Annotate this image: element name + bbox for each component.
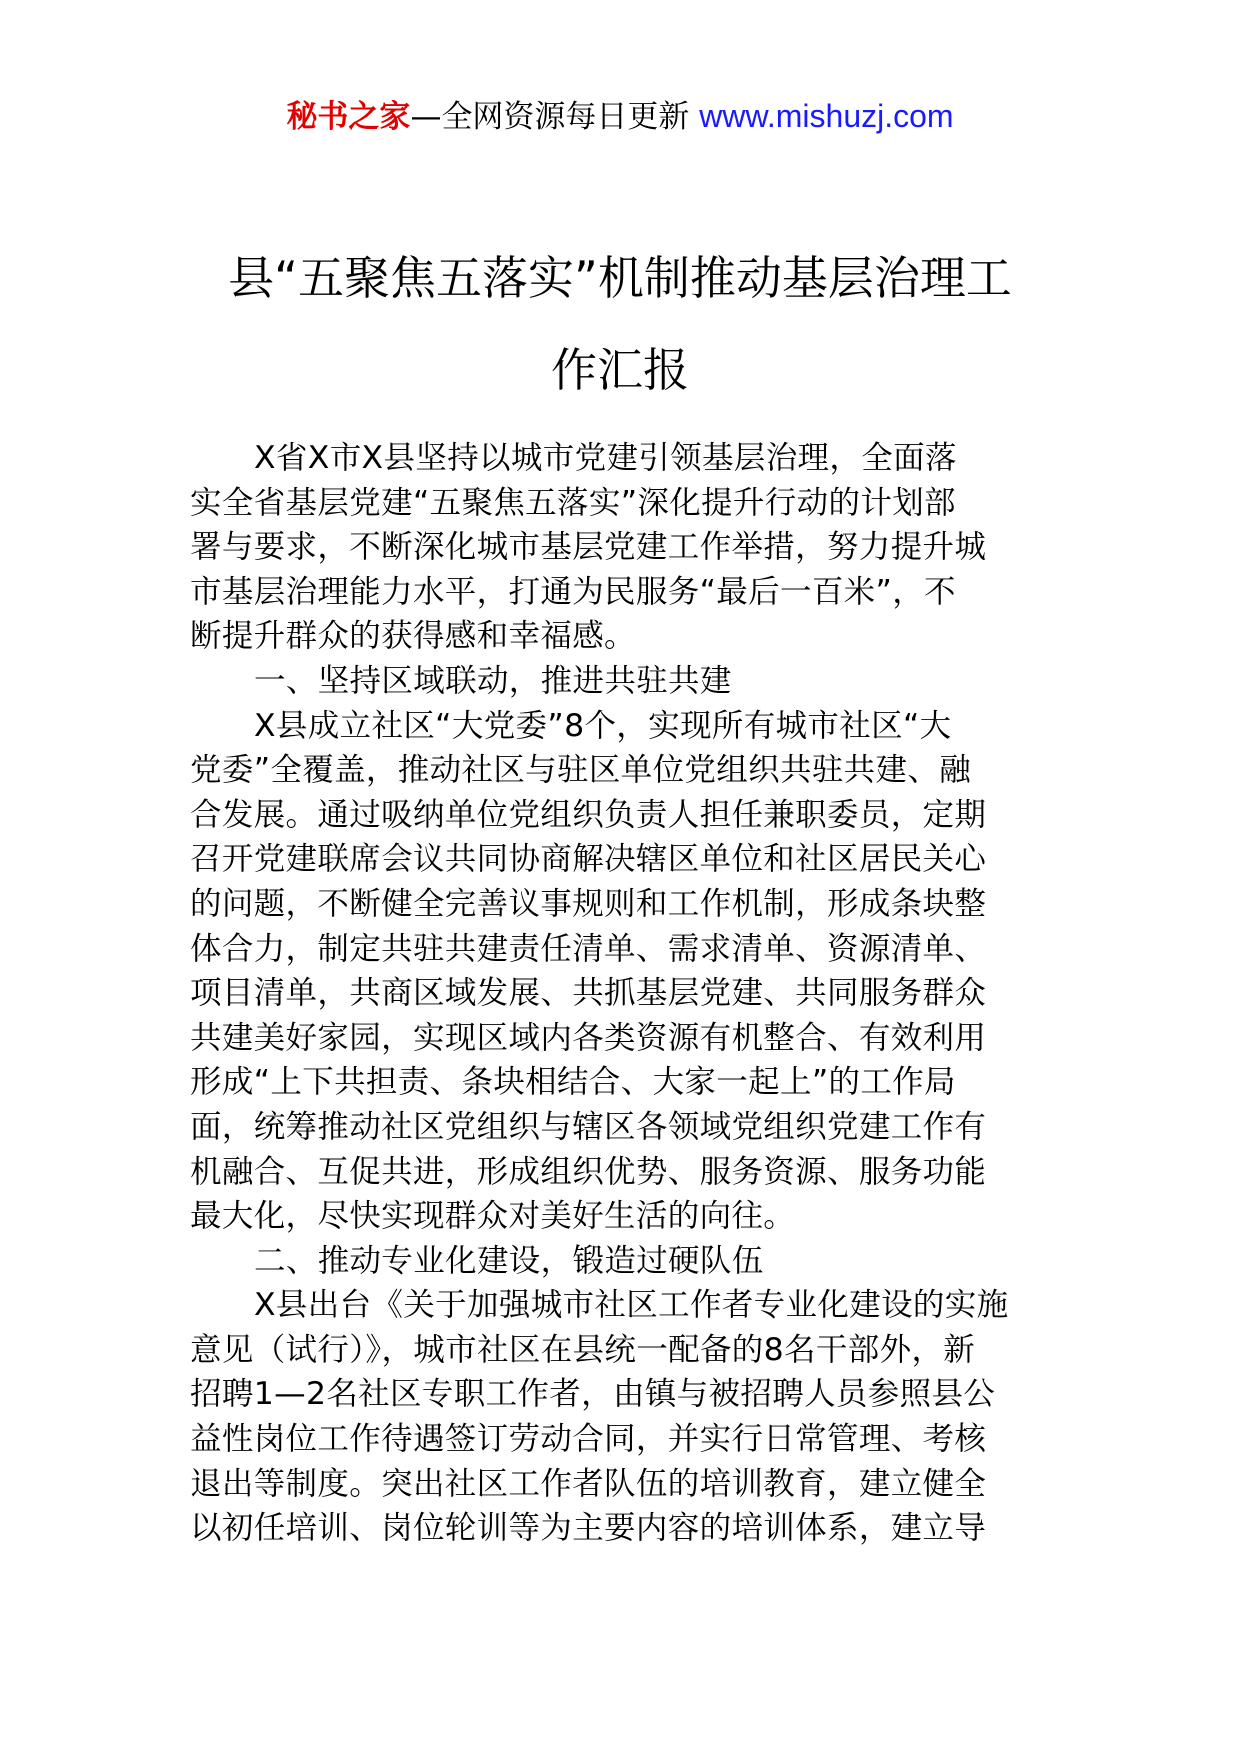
paragraph-section2-line: 以初任培训、岗位轮训等为主要内容的培训体系，建立导 <box>190 1510 987 1547</box>
paragraph-section2-line: 退出等制度。突出社区工作者队伍的培训教育，建立健全 <box>190 1465 987 1502</box>
paragraph-section2-line: X县出台《关于加强城市社区工作者专业化建设的实施 <box>254 1287 1009 1324</box>
paragraph-intro-line: X省X市X县坚持以城市党建引领基层治理，全面落 <box>254 440 957 476</box>
paragraph-section1-line: 的问题，不断健全完善议事规则和工作机制，形成条块整 <box>190 885 987 922</box>
paragraph-intro-line: 市基层治理能力水平，打通为民服务“最后一百米”，不 <box>190 573 956 610</box>
paragraph-section1-line: 形成“上下共担责、条块相结合、大家一起上”的工作局 <box>190 1064 956 1101</box>
site-url-link[interactable]: www.mishuzj.com <box>699 98 954 134</box>
paragraph-section1-line: X县成立社区“大党委”8个，实现所有城市社区“大 <box>254 707 952 744</box>
title-line-1: 县“五聚焦五落实”机制推动基层治理工 <box>228 251 1012 305</box>
paragraph-intro-line: 断提升群众的获得感和幸福感。 <box>190 618 636 655</box>
paragraph-intro-line: 署与要求，不断深化城市基层党建工作举措，努力提升城 <box>190 529 987 566</box>
paragraph-section1-line: 机融合、互促共进，形成组织优势、服务资源、服务功能 <box>190 1153 987 1190</box>
header-tagline: —全网资源每日更新 <box>410 99 690 135</box>
paragraph-section1-line: 项目清单，共商区域发展、共抓基层党建、共同服务群众 <box>190 975 987 1012</box>
title-line-2: 作汇报 <box>551 343 689 397</box>
paragraph-intro-line: 实全省基层党建“五聚焦五落实”深化提升行动的计划部 <box>190 484 956 521</box>
document-title <box>150 232 1090 416</box>
site-header <box>0 96 1240 137</box>
paragraph-section1-line: 体合力，制定共驻共建责任清单、需求清单、资源清单、 <box>190 930 987 967</box>
section-heading-1: 一、坚持区域联动，推进共驻共建 <box>254 662 732 699</box>
paragraph-section2-line: 益性岗位工作待遇签订劳动合同，并实行日常管理、考核 <box>190 1421 987 1458</box>
paragraph-section1-line: 面，统筹推动社区党组织与辖区各领域党组织党建工作有 <box>190 1108 987 1145</box>
brand-name: 秘书之家 <box>286 99 411 135</box>
paragraph-section2-line: 意见（试行）》，城市社区在县统一配备的8名干部外，新 <box>190 1331 976 1368</box>
paragraph-section1-line: 党委”全覆盖，推动社区与驻区单位党组织共驻共建、融 <box>190 752 972 789</box>
paragraph-section1-line: 最大化，尽快实现群众对美好生活的向往。 <box>190 1198 796 1235</box>
section-heading-2: 二、推动专业化建设，锻造过硬队伍 <box>254 1242 764 1279</box>
paragraph-section2-line: 招聘1—2名社区专职工作者，由镇与被招聘人员参照县公 <box>190 1376 996 1413</box>
paragraph-section1-line: 共建美好家园，实现区域内各类资源有机整合、有效利用 <box>190 1019 987 1056</box>
document-body <box>190 436 1052 1551</box>
paragraph-section1-line: 合发展。通过吸纳单位党组织负责人担任兼职委员，定期 <box>190 796 987 833</box>
paragraph-section1-line: 召开党建联席会议共同协商解决辖区单位和社区居民关心 <box>190 841 987 878</box>
